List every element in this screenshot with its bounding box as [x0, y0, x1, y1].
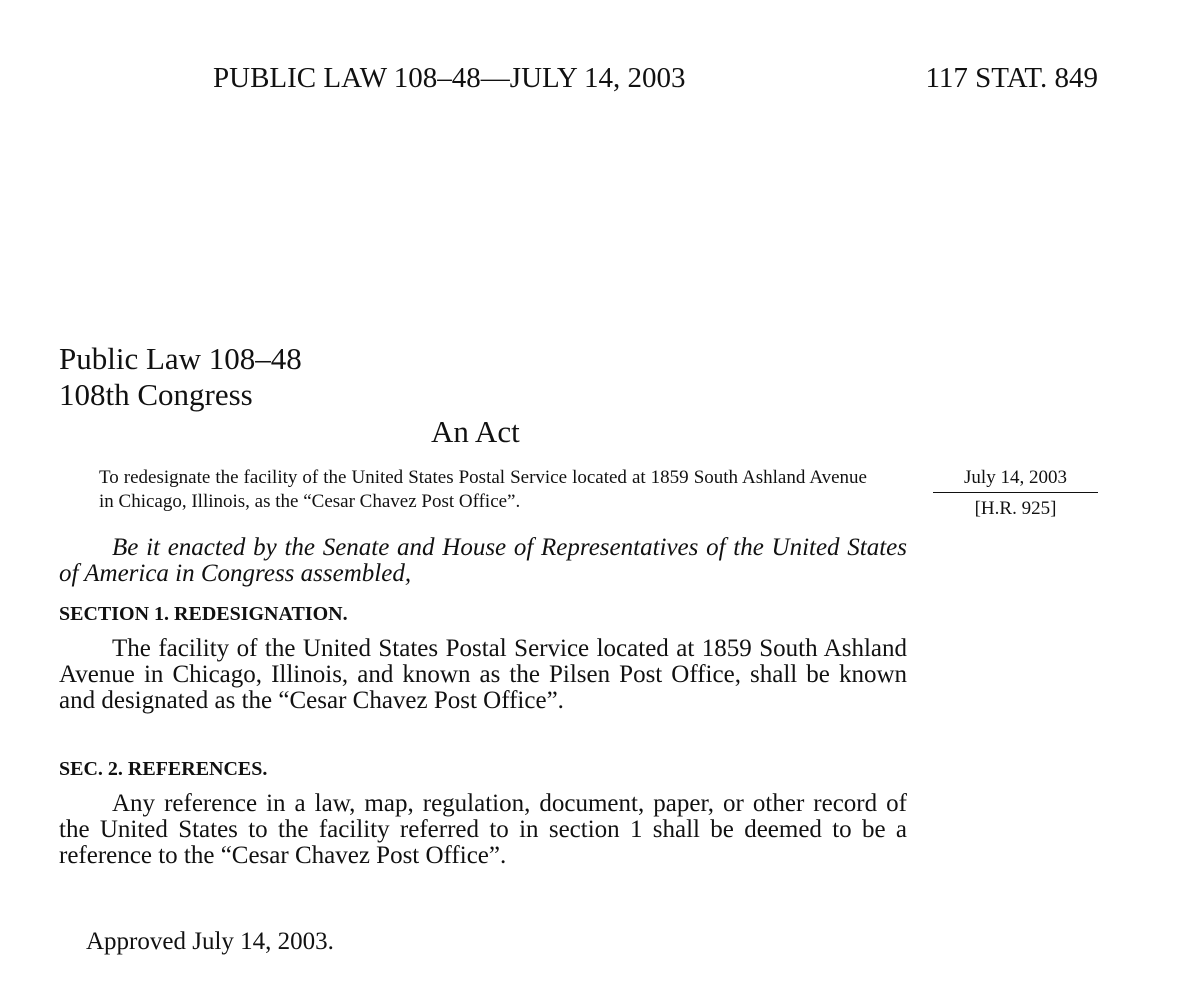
margin-note	[933, 466, 1098, 521]
section-1-heading: SECTION 1. REDESIGNATION.	[59, 603, 348, 625]
act-title: An Act	[431, 414, 520, 449]
margin-note-date: July 14, 2003	[933, 466, 1098, 493]
public-law-number: Public Law 108–48	[59, 341, 302, 376]
approval-date: Approved July 14, 2003.	[86, 928, 334, 955]
enacting-clause: Be it enacted by the Senate and House of Representatives of the United States of America in Congress assembled,	[59, 534, 907, 587]
purpose-clause: To redesignate the facility of the United States Postal Service located at 1859 South Ashland Avenue in Chicago, Illinois, as the “Cesar Chavez Post Office”.	[99, 467, 867, 512]
running-head-page: 117 STAT. 849	[925, 62, 1098, 94]
running-head-left: PUBLIC LAW 108–48—JULY 14, 2003	[213, 62, 686, 94]
margin-note-bill: [H.R. 925]	[974, 498, 1057, 519]
section-1-text: The facility of the United States Postal Service located at 1859 South Ashland Avenue in Chicago, Illinois, and known as the Pilsen Post Office, shall be known and designated as the “Cesar Chavez Post Office”.	[59, 635, 907, 714]
section-2-heading: SEC. 2. REFERENCES.	[59, 758, 268, 780]
congress-label: 108th Congress	[59, 377, 253, 412]
section-2-text: Any reference in a law, map, regulation, document, paper, or other record of the United States to the facility referred to in section 1 shall be deemed to be a reference to the “Cesar Chavez Post Office”.	[59, 790, 907, 869]
